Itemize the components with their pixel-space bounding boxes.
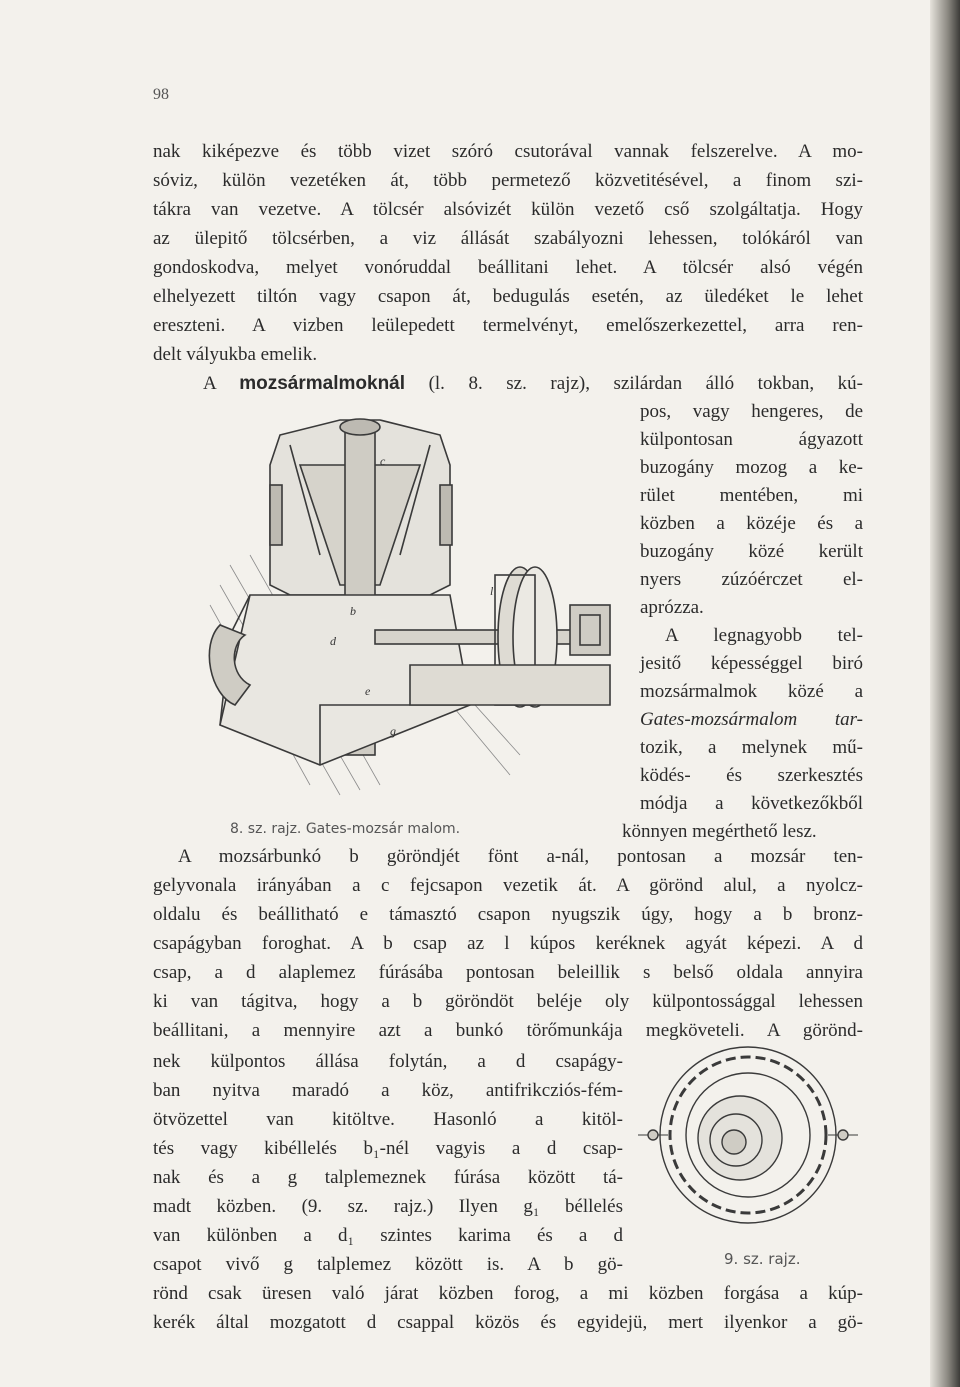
text-line: könnyen megérthető lesz. bbox=[622, 821, 817, 842]
text-line: beállitani, a mennyire azt a bunkó törőmunkája megköveteli. A görönd- bbox=[153, 1020, 863, 1041]
text-line: A mozsárbunkó b göröndjét fönt a-nál, pontosan a mozsár ten- bbox=[178, 846, 863, 867]
text-line: oldalu és beállitható e támasztó csapon nyugszik úgy, hogy a b bronz- bbox=[153, 904, 863, 925]
text-line: van különben a d₁ szintes karima és a d bbox=[153, 1225, 623, 1246]
text-line: buzogány közé került bbox=[640, 541, 863, 562]
figure-label: b bbox=[350, 604, 356, 618]
text-line: gelyvonala irányában a c fejcsapon vezetik át. A görönd alul, a nyolcz- bbox=[153, 875, 863, 896]
text-line: nek külpontos állása folytán, a d csapágy- bbox=[153, 1051, 623, 1072]
heading-rest: (l. 8. sz. rajz), szilárdan álló tokban, kú- bbox=[405, 373, 863, 394]
text-line: közben a közéje és a bbox=[640, 513, 863, 534]
text-line: nak és a g talplemeznek fúrása között tá- bbox=[153, 1167, 623, 1188]
text-line: rület mentében, mi bbox=[640, 485, 863, 506]
text-line: gondoskodva, melyet vonóruddal beállitani lehet. A tölcsér alsó végén bbox=[153, 257, 863, 278]
text-line: csap, a d alaplemez fúrásába pontosan beleillik s belső oldala annyira bbox=[153, 962, 863, 983]
heading-prefix: A bbox=[203, 373, 240, 394]
text-line: ködés- és szerkesztés bbox=[640, 765, 863, 786]
figure-label: d bbox=[330, 634, 336, 648]
text-line: nak kiképezve és több vizet szóró csutorával vannak felszerelve. A mo- bbox=[153, 141, 863, 162]
figure-caption: 8. sz. rajz. Gates-mozsár malom. bbox=[230, 821, 461, 837]
text-line: csapágyban foroghat. A b csap az l kúpos keréknek agyát képezi. A d bbox=[153, 933, 863, 954]
text-line: az ülepitő tölcsérben, a viz állását szabályozni lehessen, tolókáról van bbox=[153, 228, 863, 249]
text-line: ereszteni. A vizben leülepedett termelvényt, emelőszerkezettel, arra ren- bbox=[153, 315, 863, 336]
text-line: csapot vivő g talplemez között is. A b gö- bbox=[153, 1254, 623, 1275]
gates-mill-drawing bbox=[190, 405, 620, 805]
text-line: aprózza. bbox=[640, 597, 704, 618]
figure-label: c bbox=[380, 454, 386, 468]
page-number: 98 bbox=[153, 86, 169, 103]
text-line: ki van tágitva, hogy a b göröndöt beléje oly külpontossággal lehessen bbox=[153, 991, 863, 1012]
text-line: elhelyezett tiltón vagy csapon át, bedugulás esetén, az üledéket le lehet bbox=[153, 286, 863, 307]
section-heading: mozsármalmoknál bbox=[239, 373, 406, 394]
figure-label: e bbox=[365, 684, 371, 698]
figure-gates-mill bbox=[190, 405, 620, 805]
figure-caption: 9. sz. rajz. bbox=[724, 1250, 801, 1268]
text-line: delt vályukba emelik. bbox=[153, 344, 318, 365]
text-line: A legnagyobb tel- bbox=[665, 625, 863, 646]
text-line: ban nyitva maradó a köz, antifrikcziós-fém- bbox=[153, 1080, 623, 1101]
text-line: nyers zúzóérczet el- bbox=[640, 569, 863, 590]
figure-bearing-section bbox=[628, 1040, 868, 1230]
text-line: sóviz, külön vezetéken át, több permetező közvetitésével, a finom szi- bbox=[153, 170, 863, 191]
text-line: kerék által mozgatott d csappal közös és egyidejü, mert ilyenkor a gö- bbox=[153, 1312, 863, 1333]
text-line: ötvözettel van kitöltve. Hasonló a kitöl- bbox=[153, 1109, 623, 1130]
text-line: pos, vagy hengeres, de bbox=[640, 401, 863, 422]
text-line: buzogány mozog a ke- bbox=[640, 457, 863, 478]
text-line: tákra van vezetve. A tölcsér alsóvizét külön vezető cső szolgáltatja. Hogy bbox=[153, 199, 863, 220]
text-line: madt közben. (9. sz. rajz.) Ilyen g₁ béllelés bbox=[153, 1196, 623, 1217]
text-line: tozik, a melynek mű- bbox=[640, 737, 863, 758]
text-line: tés vagy kibéllelés b₁-nél vagyis a d csap- bbox=[153, 1138, 623, 1159]
text-line: külpontosan ágyazott bbox=[640, 429, 863, 450]
text-line: Gates-mozsármalom tar- bbox=[640, 709, 863, 730]
text-line: módja a következőkből bbox=[640, 793, 863, 814]
page-edge-shadow bbox=[930, 0, 960, 1387]
figure-label: l bbox=[490, 584, 494, 598]
figure-label: g bbox=[390, 724, 396, 738]
bearing-drawing bbox=[628, 1040, 868, 1230]
text-line: jesitő képességgel biró bbox=[640, 653, 863, 674]
section-heading-line bbox=[153, 372, 863, 396]
text-line: rönd csak üresen való járat közben forog, a mi közben forgása a kúp- bbox=[153, 1283, 863, 1304]
text-line: mozsármalmok közé a bbox=[640, 681, 863, 702]
